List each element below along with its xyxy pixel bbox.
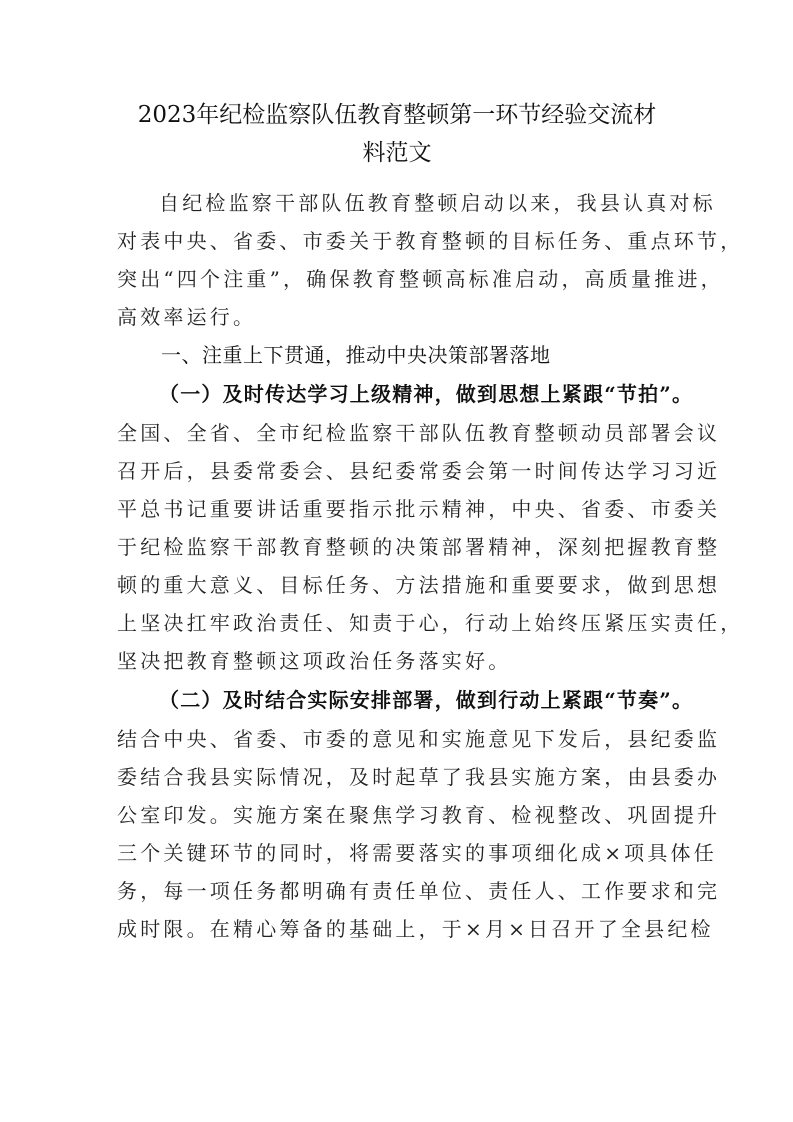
text-line: 成时限。在精心筹备的基础上，于×月×日召开了全县纪检 xyxy=(117,917,714,941)
text-line: 突出“四个注重”，确保教育整顿高标准启动，高质量推进， xyxy=(117,267,724,291)
intro-paragraph xyxy=(117,184,744,336)
text-line: 全国、全省、全市纪检监察干部队伍教育整顿动员部署会议 xyxy=(117,421,721,445)
text-line: 务，每一项任务都明确有责任单位、责任人、工作要求和完 xyxy=(117,879,721,903)
text-line: 上坚决扛牢政治责任、知责于心，行动上始终压紧压实责任， xyxy=(117,611,744,635)
text-line: 于纪检监察干部教育整顿的决策部署精神，深刻把握教育整 xyxy=(117,535,721,559)
document-page xyxy=(117,96,744,948)
subsection-heading-1: （一）及时传达学习上级精神，做到思想上紧跟“节拍”。 xyxy=(159,382,694,406)
text-line: 召开后，县委常委会、县纪委常委会第一时间传达学习习近 xyxy=(117,459,721,483)
text-line: 平总书记重要讲话重要指示批示精神，中央、省委、市委关 xyxy=(117,497,721,521)
text-line: 自纪检监察干部队伍教育整顿启动以来，我县认真对标 xyxy=(159,191,716,215)
text-line: 顿的重大意义、目标任务、方法措施和重要要求，做到思想 xyxy=(117,573,721,597)
text-line: 对表中央、省委、市委关于教育整顿的目标任务、重点环节， xyxy=(117,229,744,253)
document-title xyxy=(107,96,687,172)
title-line-1: 2023年纪检监察队伍教育整顿第一环节经验交流材 xyxy=(137,102,657,128)
text-line: 公室印发。实施方案在聚焦学习教育、检视整改、巩固提升 xyxy=(117,803,721,827)
text-line: 高效率运行。 xyxy=(117,305,257,329)
section-heading-1: 一、注重上下贯通，推动中央决策部署落地 xyxy=(161,343,551,367)
subsection-2-paragraph xyxy=(117,720,721,948)
text-line: 三个关键环节的同时，将需要落实的事项细化成×项具体任 xyxy=(117,841,717,865)
text-line: 结合中央、省委、市委的意见和实施意见下发后，县纪委监 xyxy=(117,727,721,751)
subsection-heading-2: （二）及时结合实际安排部署，做到行动上紧跟“节奏”。 xyxy=(159,688,694,712)
title-line-2: 料范文 xyxy=(362,140,432,166)
subsection-1-paragraph xyxy=(117,414,744,680)
text-line: 坚决把教育整顿这项政治任务落实好。 xyxy=(117,649,512,673)
text-line: 委结合我县实际情况，及时起草了我县实施方案，由县委办 xyxy=(117,765,721,789)
